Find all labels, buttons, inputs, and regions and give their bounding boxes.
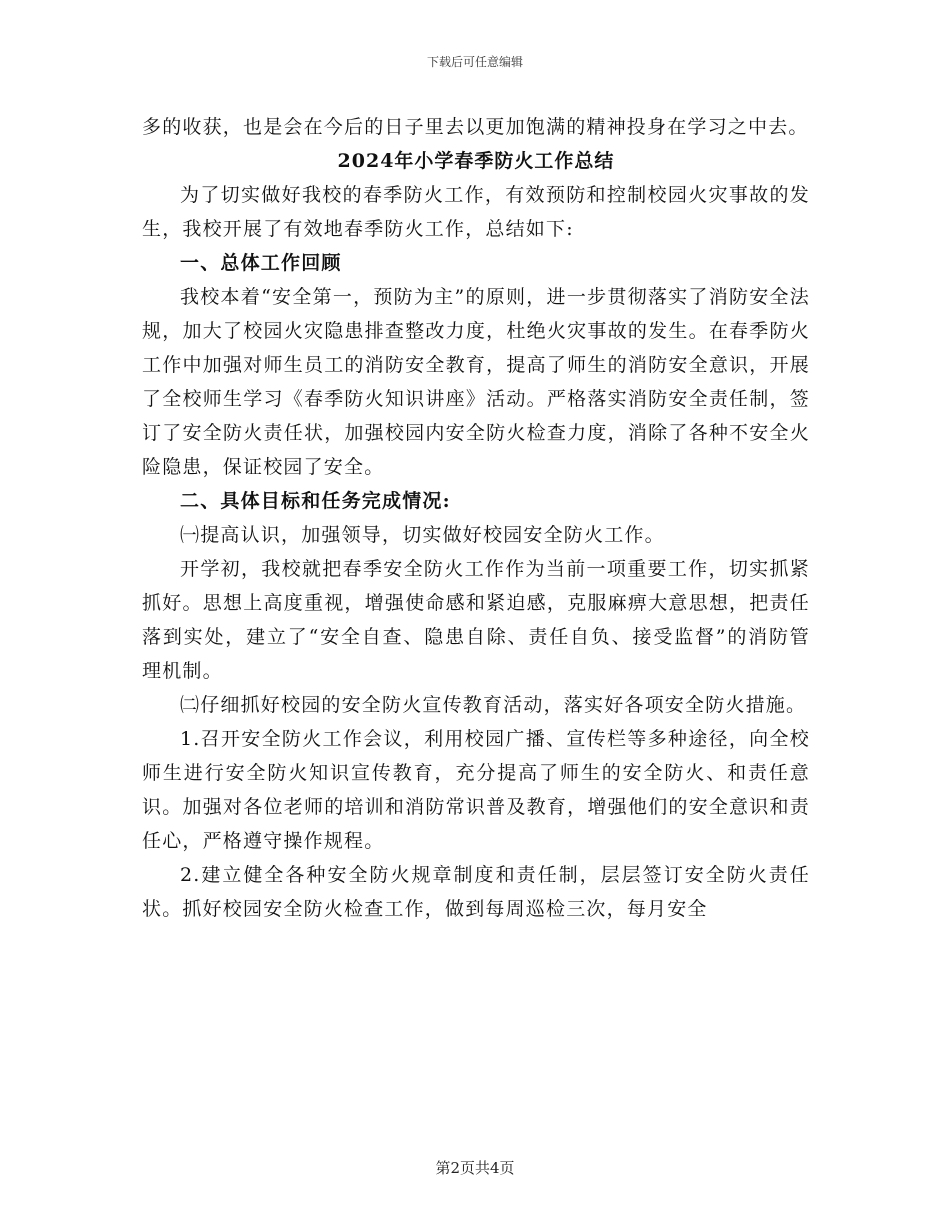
overview-paragraph: 我校本着“安全第一，预防为主”的原则，进一步贯彻落实了消防安全法规，加大了校园火灾隐患排查整改力度，杜绝火灾事故的发生。在春季防火工作中加强对师生员工的消防安全教育，提高了师生的消防安全意识，开展了全校师生学习《春季防火知识讲座》活动。严格落实消防安全责任制，签订了安全防火责任状，加强校园内安全防火检查力度，消除了各种不安全火险隐患，保证校园了安全。 [142, 286, 810, 478]
point-2-paragraph: 2.建立健全各种安全防火规章制度和责任制，层层签订安全防火责任状。抓好校园安全防火检查工作，做到每周巡检三次，每月安全 [142, 864, 810, 920]
section-heading-overview: 一、总体工作回顾 [180, 252, 342, 274]
section-heading-goals: 二、具体目标和任务完成情况: [180, 490, 451, 512]
opening-paragraph: 为了切实做好我校的春季防火工作，有效预防和控制校园火灾事故的发生，我校开展了有效地春季防火工作，总结如下: [142, 184, 810, 240]
item-1-title: ㈠提高认识，加强领导，切实做好校园安全防火工作。 [180, 524, 665, 546]
page-number: 第2页共4页 [435, 1159, 515, 1177]
intro-fragment: 多的收获，也是会在今后的日子里去以更加饱满的精神投身在学习之中去。 [142, 116, 809, 138]
item-1-paragraph: 开学初，我校就把春季安全防火工作作为当前一项重要工作，切实抓紧抓好。思想上高度重视，增强使命感和紧迫感，克服麻痹大意思想，把责任落到实处，建立了“安全自查、隐患自除、责任自负、接受监督”的消防管理机制。 [142, 558, 810, 682]
document-body [142, 110, 810, 926]
item-2-title: ㈡仔细抓好校园的安全防火宣传教育活动，落实好各项安全防火措施。 [180, 694, 807, 716]
page-header: 下载后可任意编辑 [426, 55, 523, 69]
document-title: 2024年小学春季防火工作总结 [337, 150, 615, 172]
point-1-paragraph: 1.召开安全防火工作会议，利用校园广播、宣传栏等多种途径，向全校师生进行安全防火知识宣传教育，充分提高了师生的安全防火、和责任意识。加强对各位老师的培训和消防常识普及教育，增强他们的安全意识和责任心，严格遵守操作规程。 [142, 728, 810, 852]
